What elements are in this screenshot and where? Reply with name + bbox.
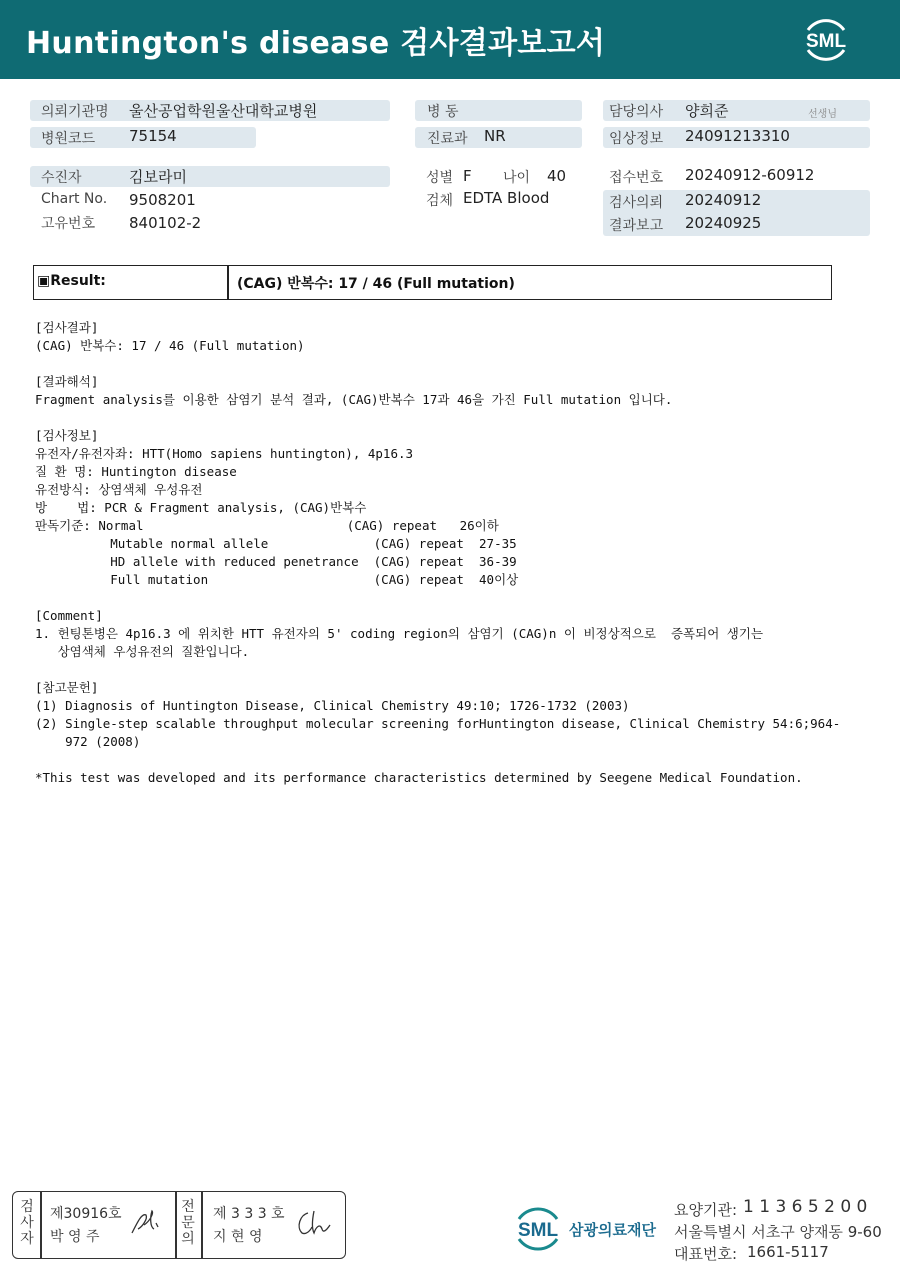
phone-label: 대표번호: (674, 1245, 738, 1263)
body-line: 상염색체 우성유전의 질환입니다. (35, 644, 250, 659)
chart-label: Chart No. (41, 191, 108, 207)
age-label: 나이 (503, 170, 531, 186)
body-line: [Comment] (35, 608, 103, 623)
examiner-label: 검 사 자 (20, 1199, 34, 1247)
body-line: Full mutation (CAG) repeat 40이상 (35, 572, 519, 587)
code-label: 요양기관: (674, 1201, 738, 1219)
body-line: 방 법: PCR & Fragment analysis, (CAG)반복수 (35, 500, 367, 515)
dept-label: 진료과 (427, 131, 468, 147)
result-value: (CAG) 반복수: 17 / 46 (Full mutation) (237, 276, 515, 292)
specialist-name: 지 현 영 (213, 1229, 263, 1245)
body-line (35, 589, 840, 607)
doctor-value: 양희준 (685, 102, 729, 120)
code-value: 1 1 3 6 5 2 0 0 (743, 1197, 868, 1217)
uid-value: 840102-2 (129, 214, 202, 232)
ward-label: 병 동 (427, 104, 459, 120)
svg-text:SML: SML (805, 31, 847, 52)
clinical-value: 24091213310 (685, 127, 790, 145)
specialist-label: 전 문 의 (181, 1199, 195, 1247)
body-line: 972 (2008) (35, 734, 141, 749)
body-line (35, 409, 840, 427)
body-line (35, 751, 840, 769)
request-value: 20240912 (685, 191, 762, 209)
body-line: [결과해석] (35, 374, 99, 389)
body-line: [참고문헌] (35, 680, 99, 695)
body-line: (CAG) 반복수: 17 / 46 (Full mutation) (35, 338, 305, 353)
body-line: (2) Single-step scalable throughput molecular screening forHuntington disease, Clinical Chemistry 54:6;964- (35, 716, 841, 731)
receipt-label: 접수번호 (609, 170, 664, 186)
report-body (35, 319, 840, 787)
body-line: [검사결과] (35, 320, 99, 335)
body-line: [검사정보] (35, 428, 99, 443)
report-date-label: 결과보고 (609, 218, 664, 234)
sml-logo (798, 12, 854, 66)
sig-divider-1 (40, 1192, 42, 1258)
body-line: HD allele with reduced penetrance (CAG) repeat 36-39 (35, 554, 517, 569)
examiner-signature (128, 1207, 168, 1237)
body-line: 질 환 명: Huntington disease (35, 464, 237, 479)
specialist-number: 제 3 3 3 호 (213, 1206, 285, 1222)
examiner-number: 제30916호 (50, 1206, 122, 1222)
hospital-value: 울산공업학원울산대학교병원 (129, 102, 318, 120)
sex-label: 성별 (426, 170, 454, 186)
sig-divider-3 (201, 1192, 203, 1258)
result-label: ▣Result: (37, 273, 106, 289)
dept-value: NR (484, 127, 506, 145)
specialist-signature (292, 1207, 338, 1239)
body-line: Mutable normal allele (CAG) repeat 27-35 (35, 536, 517, 551)
body-line: (1) Diagnosis of Huntington Disease, Clinical Chemistry 49:10; 1726-1732 (2003) (35, 698, 630, 713)
report-date-value: 20240925 (685, 214, 762, 232)
report-title: Huntington's disease 검사결과보고서 (26, 26, 606, 61)
hospital-label: 의뢰기관명 (41, 104, 109, 120)
sex-value: F (463, 167, 472, 185)
specimen-label: 검체 (426, 193, 454, 209)
uid-label: 고유번호 (41, 216, 96, 232)
body-line (35, 661, 840, 679)
doctor-suffix: 선생님 (808, 109, 837, 120)
age-value: 40 (547, 167, 567, 185)
org-address: 서울특별시 서초구 양재동 9-60 (674, 1223, 882, 1241)
chart-value: 9508201 (129, 191, 196, 209)
hospcode-label: 병원코드 (41, 131, 96, 147)
receipt-value: 20240912-60912 (685, 166, 815, 184)
result-divider (227, 265, 229, 300)
patient-label: 수진자 (41, 170, 82, 186)
org-name: 삼광의료재단 (569, 1221, 656, 1239)
phone-value: 1661-5117 (747, 1243, 829, 1261)
org-logo (509, 1199, 567, 1257)
doctor-label: 담당의사 (609, 104, 664, 120)
body-line: 1. 헌팅톤병은 4p16.3 에 위치한 HTT 유전자의 5' coding region의 삼염기 (CAG)n 이 비정상적으로 증폭되어 생기는 (35, 626, 764, 641)
patient-bar (30, 166, 390, 187)
body-line (35, 355, 840, 373)
patient-value: 김보라미 (129, 168, 187, 186)
hospcode-value: 75154 (129, 127, 177, 145)
body-line: *This test was developed and its performance characteristics determined by Seegene Medical Foundation. (35, 770, 803, 785)
body-line: 유전자/유전자좌: HTT(Homo sapiens huntington), 4p16.3 (35, 446, 414, 461)
request-label: 검사의뢰 (609, 195, 664, 211)
body-line: 유전방식: 상염색체 우성유전 (35, 482, 203, 497)
body-line: Fragment analysis를 이용한 삼염기 분석 결과, (CAG)반복수 17과 46을 가진 Full mutation 입니다. (35, 392, 673, 407)
sig-divider-2 (175, 1192, 177, 1258)
body-line: 판독기준: Normal (CAG) repeat 26이하 (35, 518, 499, 533)
clinical-label: 임상정보 (609, 131, 664, 147)
specimen-value: EDTA Blood (463, 189, 550, 207)
svg-text:SML: SML (517, 1220, 559, 1241)
examiner-name: 박 영 주 (50, 1229, 100, 1245)
